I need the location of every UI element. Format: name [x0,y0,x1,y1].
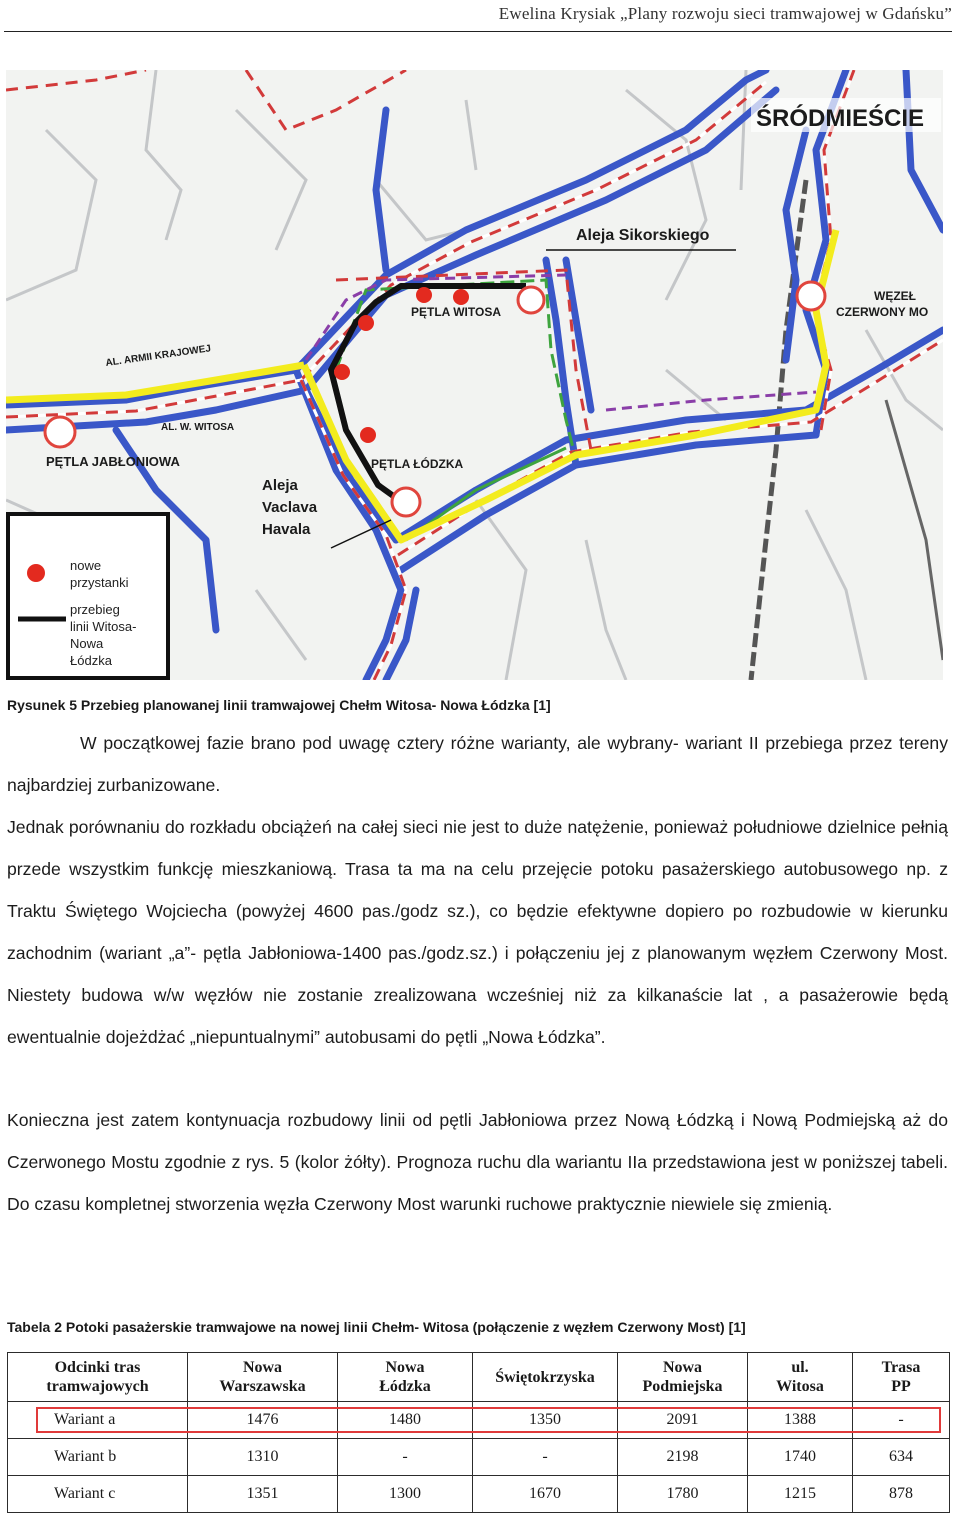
table-cell: 1350 [473,1402,618,1439]
table-cell: Wariant a [8,1402,188,1439]
legend-route-3: Nowa [70,636,104,651]
table-header-row [8,1353,950,1402]
legend-route-2: linii Witosa- [70,619,137,634]
label-havala: Havala [262,521,311,538]
table-row [8,1439,950,1476]
terminal-petla-jabloniowa [45,417,75,447]
col-header-ul-witosa: ul. Witosa [748,1353,853,1402]
label-petla-jabloniowa: PĘTLA JABŁONIOWA [46,454,180,469]
label-aleja-sikorskiego: Aleja Sikorskiego [576,227,710,244]
table-cell: 1215 [748,1476,853,1513]
legend-stop-symbol [27,564,45,582]
legend-route-1: przebieg [70,602,120,617]
legend-stops-1: nowe [70,558,102,573]
table-cell: Wariant c [8,1476,188,1513]
map-legend [8,514,168,678]
header-rule [4,31,952,32]
terminal-petla-lodzka [392,488,420,516]
stop-marker [334,364,350,380]
railway-branch [886,400,943,660]
table-cell: - [853,1402,950,1439]
label-wezel-2: CZERWONY MO [836,305,929,319]
col-header-nowa-lodzka: Nowa Łódzka [338,1353,473,1402]
stop-marker [358,315,374,331]
paragraph-3: Konieczna jest zatem kontynuacja rozbudowy linii od pętli Jabłoniowa przez Nową Łódzką i Nową Podmiejską aż do Czerwonego Mostu zgodnie z rys. 5 (kolor żółty). Prognoza ruchu dla wariantu IIa przedstawiona jest w poniższej tabeli. Do czasu kompletnej stworzenia węzła Czerwony Most warunki ruchowe praktycznie niewiele się zmienią. [7,1110,948,1214]
table-cell: 634 [853,1439,950,1476]
table-cell: Wariant b [8,1439,188,1476]
table-cell: 1740 [748,1439,853,1476]
legend-stops-2: przystanki [70,575,129,590]
table-row [8,1476,950,1513]
paragraph-1: W początkowej fazie brano pod uwagę cztery różne warianty, ale wybrany- wariant II przebiega przez tereny najbardziej zurbanizowane. [7,733,948,795]
table-cell: 2198 [618,1439,748,1476]
route-map-figure [6,70,943,680]
running-header [0,0,960,34]
label-srodmiescie: ŚRÓDMIEŚCIE [756,105,925,132]
table-cell: 1310 [188,1439,338,1476]
col-header-trasa-pp: Trasa PP [853,1353,950,1402]
terminal-wezel [797,282,825,310]
terminal-petla-witosa [518,287,544,313]
label-wezel-1: WĘZEŁ [874,289,916,303]
header-title: Ewelina Krysiak „Plany rozwoju sieci tramwajowej w Gdańsku” [498,4,952,23]
stop-marker [453,289,469,305]
table-cell: 1480 [338,1402,473,1439]
table-cell: 1388 [748,1402,853,1439]
railway-line [751,180,806,680]
table-cell: 1670 [473,1476,618,1513]
col-header-nowa-podmiejska: Nowa Podmiejska [618,1353,748,1402]
label-petla-lodzka: PĘTLA ŁÓDZKA [371,457,464,471]
passenger-flow-table [7,1352,950,1513]
col-header-nowa-warszawska: Nowa Warszawska [188,1353,338,1402]
label-al-armii: AL. ARMII KRAJOWEJ [104,343,212,369]
col-header-segments: Odcinki tras tramwajowych [8,1353,188,1402]
label-al-witosa: AL. W. WITOSA [161,422,235,433]
table-cell: 1780 [618,1476,748,1513]
label-vaclava: Vaclava [262,499,318,516]
table-cell: 878 [853,1476,950,1513]
table-cell: 1300 [338,1476,473,1513]
table-cell: 2091 [618,1402,748,1439]
route-map-svg [6,70,943,680]
figure-caption: Rysunek 5 Przebieg planowanej linii tramwajowej Chełm Witosa- Nowa Łódzka [1] [7,697,551,713]
stop-marker [416,287,432,303]
table-cell: 1476 [188,1402,338,1439]
paragraph-2: Jednak porównaniu do rozkładu obciążeń na całej sieci nie jest to duże natężenie, ponieważ południowe dzielnice pełnią przede wszystkim funkcję mieszkaniową. Trasa ta ma na celu przejęcie potoku pasażerskiego autobusowego np. z Traktu Świętego Wojciecha (powyżej 4600 pas./godz sz.), co będzie efektywne dopiero po rozbudowie w kierunku zachodnim (wariant „a”- pętla Jabłoniowa-1400 pas./godz.sz.) i połączeniu jej z planowanym węzłem Czerwony Most. Niestety budowa w/w węzłów nie zostanie zrealizowana wcześniej niż za kilkanaście lat , a pasażerowie będą ewentualnie dojeżdżać „niepuntualnymi” autobusami do pętli „Nowa Łódzka”. [7,817,948,1047]
stop-marker [360,427,376,443]
legend-route-4: Łódzka [70,653,112,668]
table-cell: - [473,1439,618,1476]
table-cell: - [338,1439,473,1476]
table-caption: Tabela 2 Potoki pasażerskie tramwajowe na nowej linii Chełm- Witosa (połączenie z węzłem Czerwony Most) [1] [7,1319,746,1335]
label-aleja: Aleja [262,477,298,494]
label-petla-witosa: PĘTLA WITOSA [411,305,501,319]
col-header-swietokrzyska: Świętokrzyska [473,1353,618,1402]
table-cell: 1351 [188,1476,338,1513]
table-row [8,1402,950,1439]
